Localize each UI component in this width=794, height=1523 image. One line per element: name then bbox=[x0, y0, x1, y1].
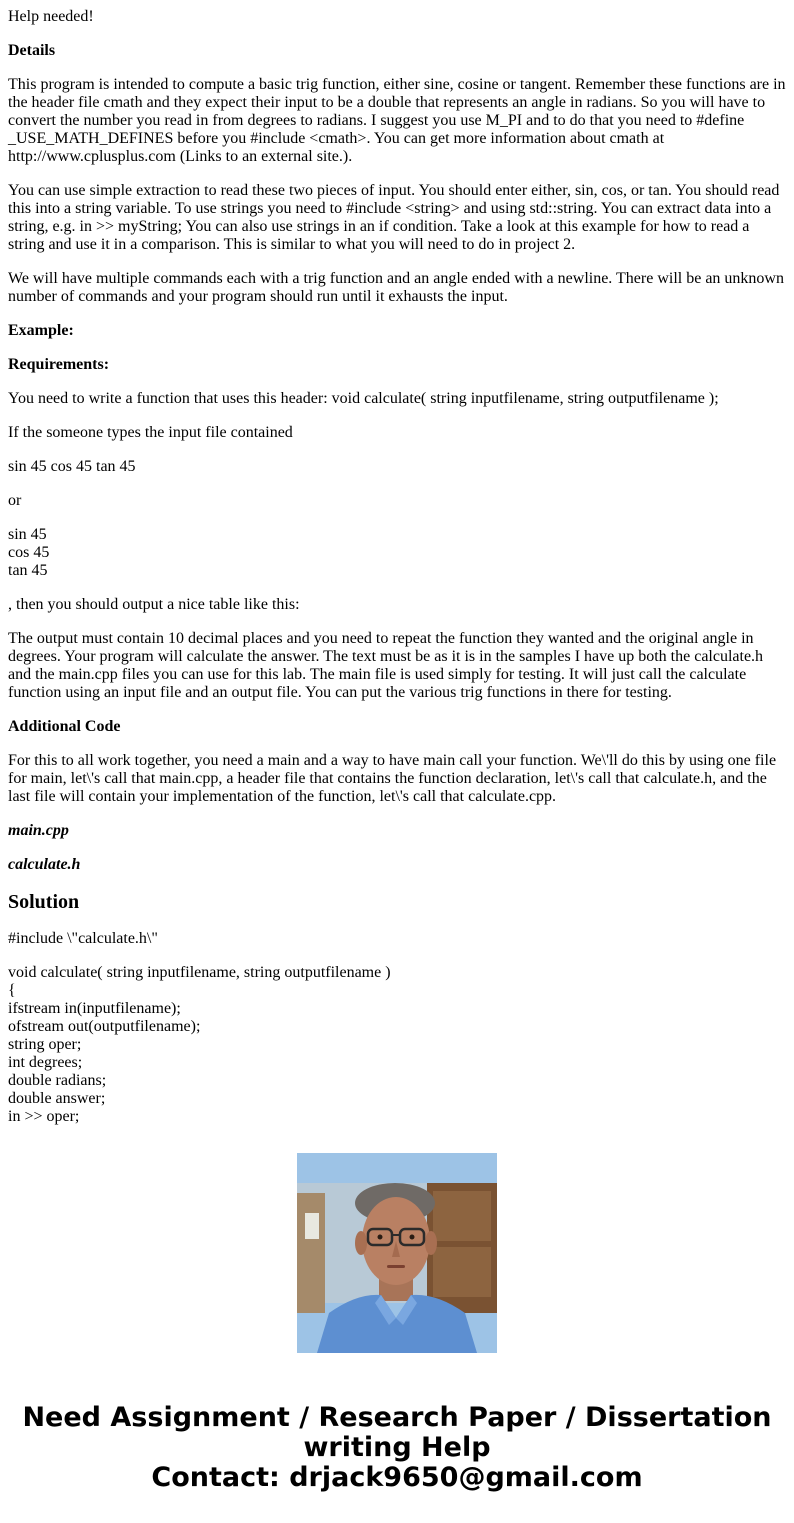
solution-heading: Solution bbox=[8, 891, 80, 913]
paragraph-table-intro: , then you should output a nice table like this: bbox=[8, 596, 300, 613]
paragraph-extraction: You can use simple extraction to read these two pieces of input. You should enter either, sin, cos, or tan. You should read this into a string variable. To use strings you need to #include <string> and using std::string. You can extract data into a string, e.g. in >> myString; You can also use strings in an if condition. Take a look at this example for how to read a string and use it in a comparison. This is similar to what you will need to do in project 2. bbox=[8, 182, 780, 253]
code-line: { bbox=[8, 982, 16, 999]
paragraph-input-file: If the someone types the input file contained bbox=[8, 424, 293, 441]
paragraph-intro: This program is intended to compute a basic trig function, either sine, cosine or tangent. Remember these functions are in the header file cmath and they expect their input to be a double that represents an angle in radians. So you will have to convert the number you read in from degrees to radians. I suggest you use M_PI and to do that you need to #define _USE_MATH_DEFINES before you #include <cmath>. You can get more information about cmath at http://www.cplusplus.com (Links to an external site.). bbox=[8, 76, 786, 165]
details-heading: Details bbox=[8, 42, 56, 59]
code-include-line: #include \"calculate.h\" bbox=[8, 930, 158, 947]
question-title: Help needed! bbox=[8, 8, 94, 25]
paragraph-function-header: You need to write a function that uses this header: void calculate( string inputfilename, string outputfilename ); bbox=[8, 390, 719, 407]
sample-line: tan 45 bbox=[8, 562, 48, 579]
question-section bbox=[8, 8, 788, 874]
page-content bbox=[8, 8, 788, 1125]
requirements-heading: Requirements: bbox=[8, 356, 110, 373]
example-heading: Example: bbox=[8, 322, 74, 339]
file-label-main: main.cpp bbox=[8, 822, 69, 839]
sample-input-multi-line bbox=[8, 526, 788, 580]
additional-code-heading: Additional Code bbox=[8, 718, 121, 735]
file-label-header: calculate.h bbox=[8, 856, 81, 873]
paragraph-output-rules: The output must contain 10 decimal places and you need to repeat the function they wanted and the original angle in degrees. Your program will calculate the answer. The text must be as it is in the samples I have up both the calculate.h and the main.cpp files you can use for this lab. The main file is used simply for testing. It will just call the calculate function using an input file and an output file. You can put the various trig functions in there for testing. bbox=[8, 630, 764, 701]
solution-code bbox=[8, 930, 788, 1126]
promo-line-2: writing Help bbox=[303, 1432, 491, 1463]
sample-line: cos 45 bbox=[8, 544, 50, 561]
promo-contact-email: Contact: drjack9650@gmail.com bbox=[151, 1462, 643, 1493]
code-line: ofstream out(outputfilename); bbox=[8, 1018, 201, 1035]
promo-line-1: Need Assignment / Research Paper / Dissertation bbox=[22, 1402, 772, 1433]
code-line: string oper; bbox=[8, 1036, 82, 1053]
paragraph-file-layout: For this to all work together, you need a main and a way to have main call your function. We\'ll do this by using one file for main, let\'s call that main.cpp, a header file that contains the function declaration, let\'s call that calculate.h, and the last file will contain your implementation of the function, let\'s call that calculate.cpp. bbox=[8, 752, 777, 805]
code-line: void calculate( string inputfilename, string outputfilename ) bbox=[8, 964, 391, 981]
code-line: double answer; bbox=[8, 1090, 106, 1107]
code-line: ifstream in(inputfilename); bbox=[8, 1000, 181, 1017]
tutor-avatar bbox=[297, 1153, 497, 1353]
solution-code-container bbox=[8, 930, 788, 1125]
code-block bbox=[8, 964, 788, 1126]
sample-input-single-line: sin 45 cos 45 tan 45 bbox=[8, 458, 136, 475]
paragraph-commands: We will have multiple commands each with a trig function and an angle ended with a newline. There will be an unknown number of commands and your program should run until it exhausts the input. bbox=[8, 270, 784, 305]
sample-line: sin 45 bbox=[8, 526, 47, 543]
code-line: double radians; bbox=[8, 1072, 107, 1089]
or-text: or bbox=[8, 492, 22, 509]
promo-banner bbox=[0, 1403, 794, 1493]
code-line: int degrees; bbox=[8, 1054, 83, 1071]
tutor-portrait-image bbox=[297, 1153, 497, 1353]
code-line: in >> oper; bbox=[8, 1108, 80, 1125]
